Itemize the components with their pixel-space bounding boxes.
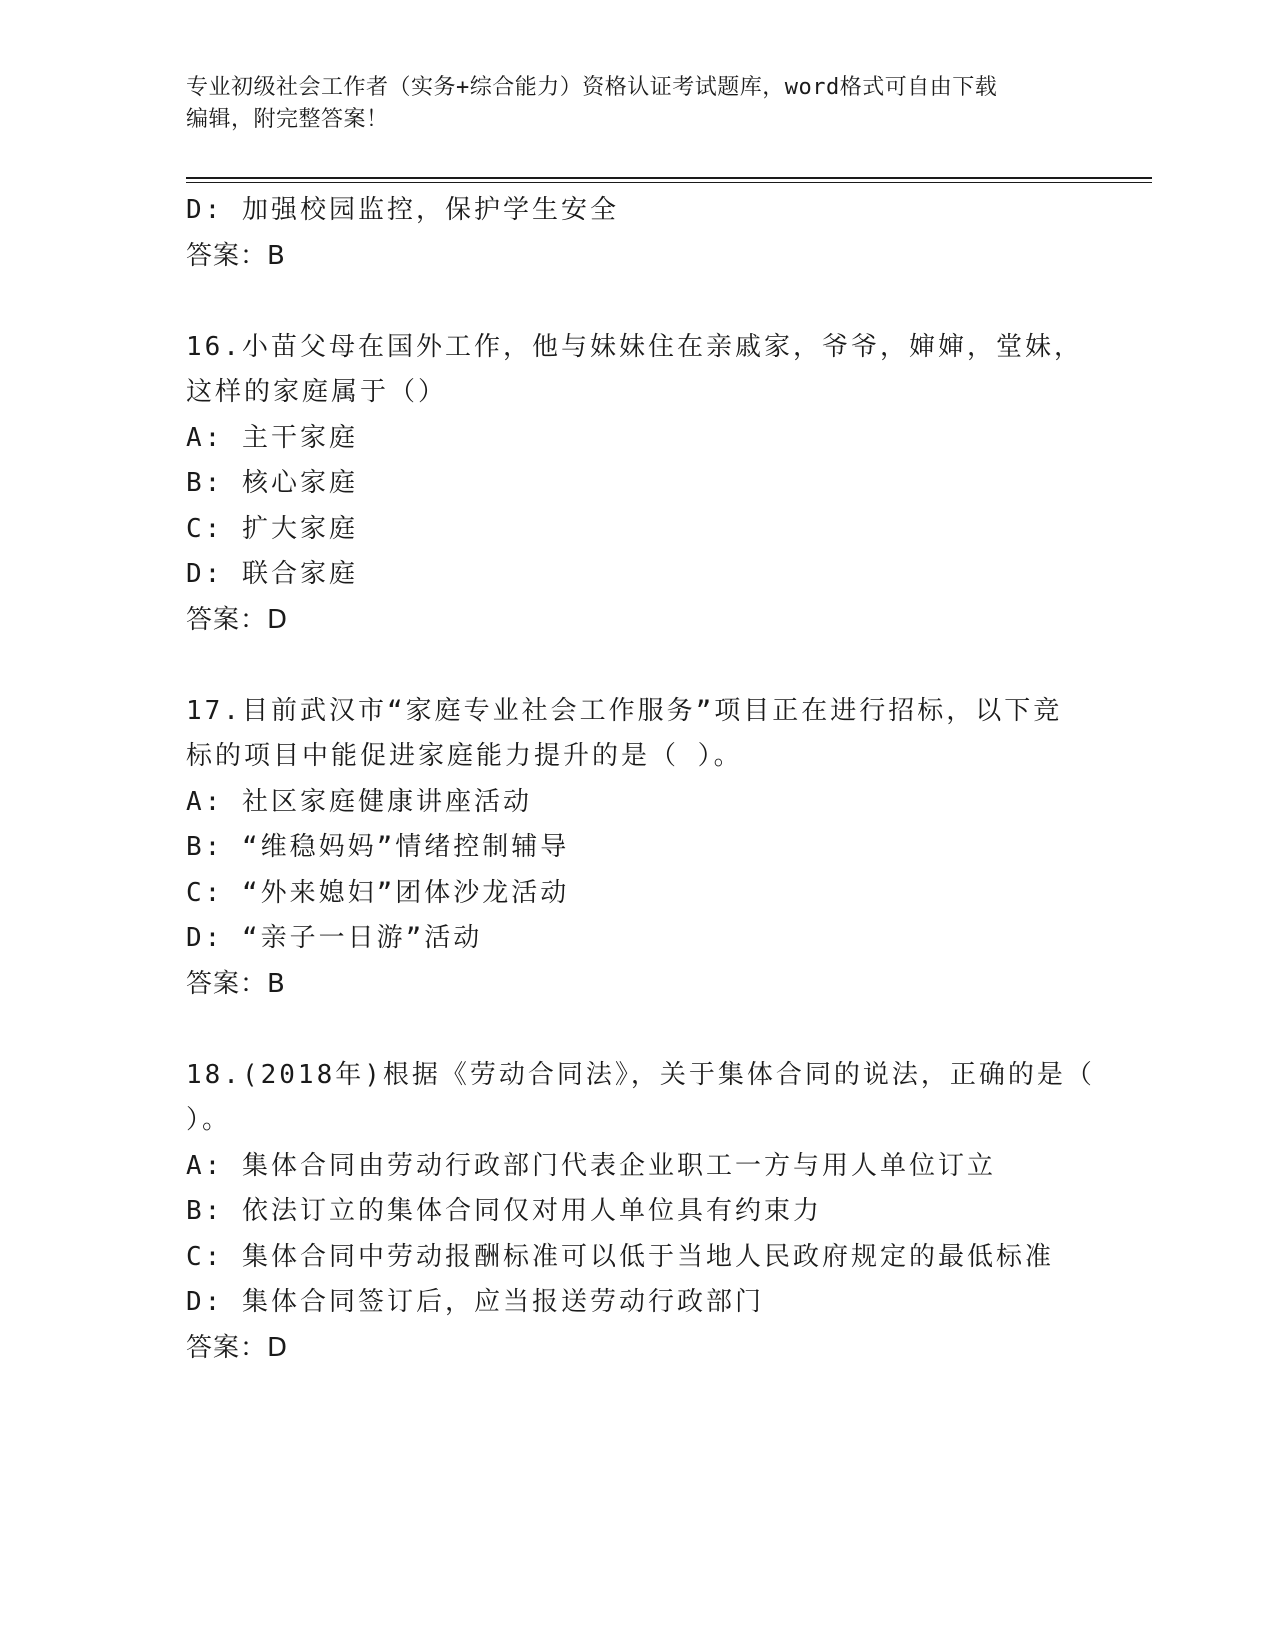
option-d: D: 集体合同签订后，应当报送劳动行政部门 bbox=[186, 1287, 764, 1317]
option-b: B: 核心家庭 bbox=[186, 468, 358, 498]
option-c: C: 集体合同中劳动报酬标准可以低于当地人民政府规定的最低标准 bbox=[186, 1241, 1054, 1272]
answer-line: 答案：B bbox=[186, 968, 286, 999]
question-stem-line-1: 17.目前武汉市“家庭专业社会工作服务”项目正在进行招标，以下竞 bbox=[186, 695, 1063, 726]
option-d: D: “亲子一日游”活动 bbox=[186, 923, 483, 953]
question-content bbox=[186, 188, 1095, 1371]
answer-line: 答案：B bbox=[186, 240, 286, 271]
question-stem-line-2: 标的项目中能促进家庭能力提升的是（ ）。 bbox=[186, 741, 743, 771]
answer-line: 答案：D bbox=[186, 1332, 289, 1363]
header-title-line-2: 编辑，附完整答案！ bbox=[186, 107, 389, 132]
option-b: B: 依法订立的集体合同仅对用人单位具有约束力 bbox=[186, 1196, 822, 1226]
header-divider-thick bbox=[186, 177, 1152, 179]
question-stem-line-1: 16.小苗父母在国外工作，他与妹妹住在亲戚家，爷爷，婶婶，堂妹， bbox=[186, 331, 1083, 362]
option-a: A: 集体合同由劳动行政部门代表企业职工一方与用人单位订立 bbox=[186, 1150, 996, 1181]
question-stem-line-1: 18.(2018年)根据《劳动合同法》，关于集体合同的说法，正确的是（ bbox=[186, 1059, 1095, 1090]
option-c: C: “外来媳妇”团体沙龙活动 bbox=[186, 877, 570, 908]
spacer bbox=[186, 279, 1086, 325]
option-c: C: 扩大家庭 bbox=[186, 513, 358, 544]
page-header bbox=[186, 72, 1086, 136]
option-a: A: 主干家庭 bbox=[186, 422, 358, 453]
option-d: D: 联合家庭 bbox=[186, 559, 358, 589]
answer-line: 答案：D bbox=[186, 604, 289, 635]
spacer bbox=[186, 643, 1086, 689]
header-divider-thin bbox=[186, 182, 1152, 183]
option-d: D: 加强校园监控，保护学生安全 bbox=[186, 195, 619, 225]
question-17 bbox=[186, 689, 1086, 1008]
option-a: A: 社区家庭健康讲座活动 bbox=[186, 786, 532, 817]
question-18 bbox=[186, 1053, 1095, 1372]
question-stem-line-2: 这样的家庭属于（） bbox=[186, 377, 448, 407]
option-b: B: “维稳妈妈”情绪控制辅导 bbox=[186, 832, 570, 862]
previous-question-tail bbox=[186, 188, 1086, 279]
question-16 bbox=[186, 325, 1086, 644]
question-stem-line-2: ）。 bbox=[186, 1105, 232, 1135]
spacer bbox=[186, 1007, 1086, 1053]
header-title-line-1: 专业初级社会工作者（实务+综合能力）资格认证考试题库，word格式可自由下载 bbox=[186, 75, 998, 100]
